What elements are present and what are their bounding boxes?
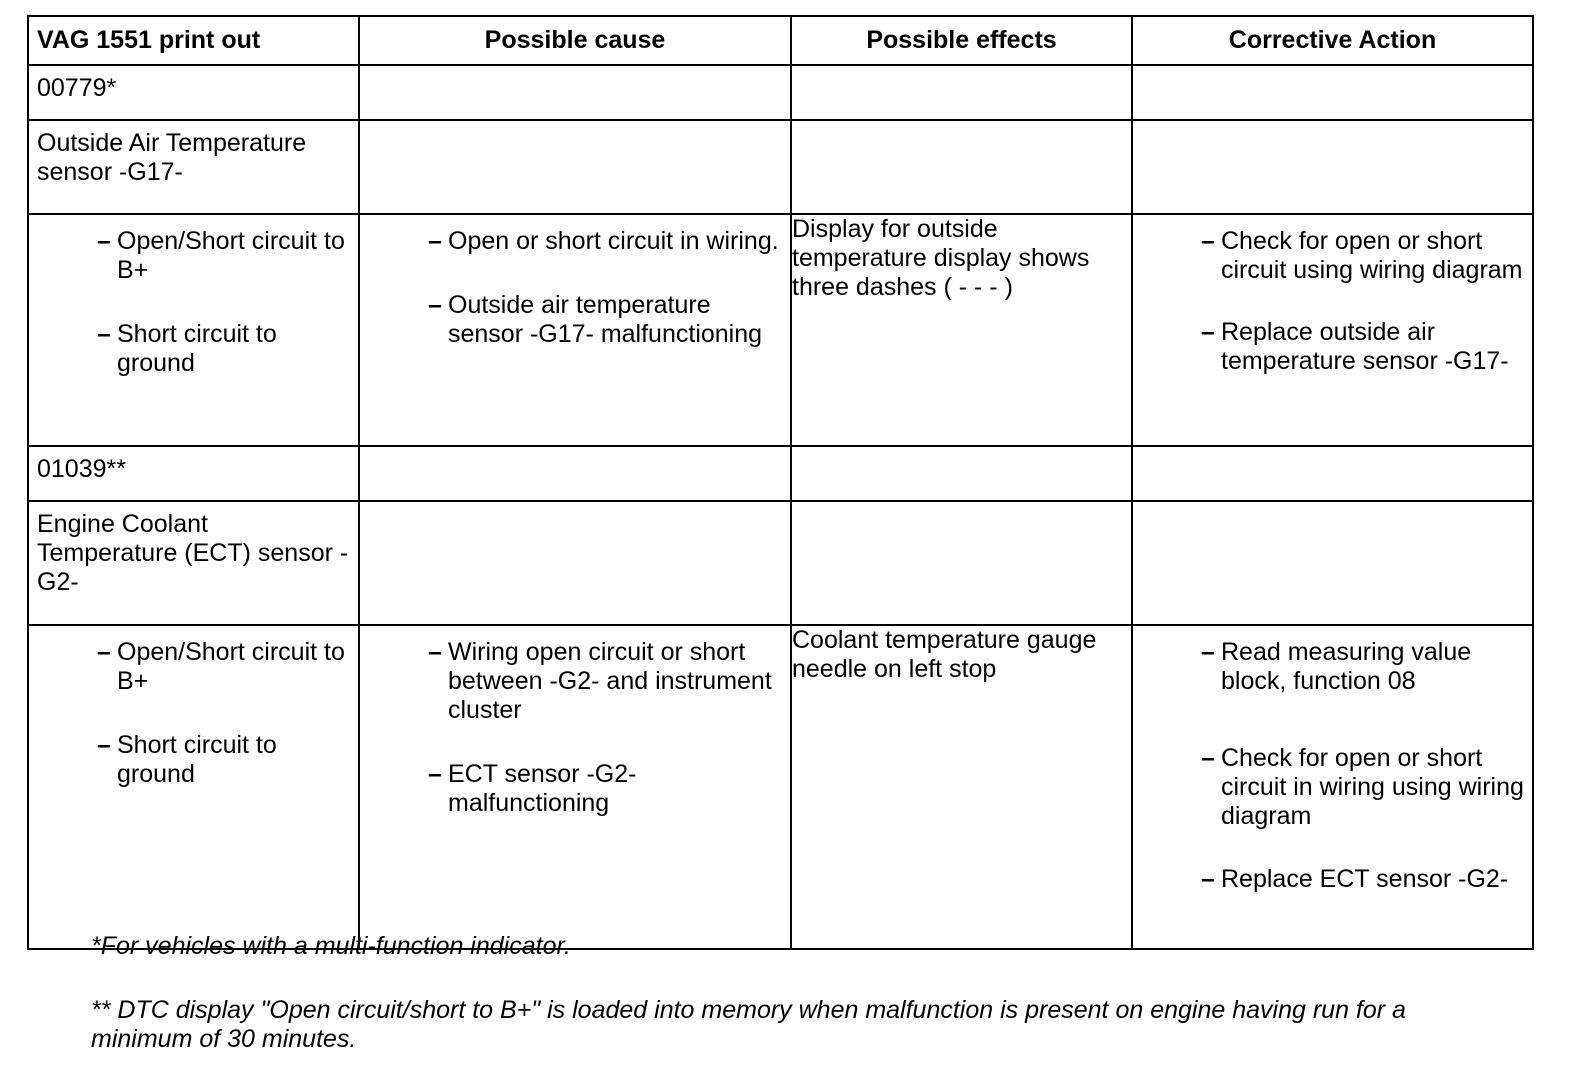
action-text: Replace ECT sensor -G2- <box>1221 865 1509 893</box>
cause-text: Outside air temperature sensor -G17- malfunctioning <box>448 291 763 348</box>
dash-bullet: – <box>97 638 111 666</box>
dash-bullet: – <box>1201 744 1215 772</box>
action-list <box>1201 638 1532 894</box>
dash-bullet: – <box>428 291 442 319</box>
cause-text: Wiring open circuit or short between -G2- and instrument cluster <box>448 638 772 724</box>
fault-text: Short circuit to ground <box>117 320 277 377</box>
empty-cell <box>359 120 791 214</box>
action-text: Read measuring value block, function 08 <box>1221 638 1472 695</box>
action-text: Replace outside air temperature sensor -G17- <box>1221 318 1509 375</box>
fault-text: Short circuit to ground <box>117 731 277 788</box>
empty-cell <box>791 120 1132 214</box>
dash-bullet: – <box>428 638 442 666</box>
dash-bullet: – <box>1201 638 1215 666</box>
list-item <box>97 731 358 789</box>
cause-text: ECT sensor -G2- malfunctioning <box>448 760 637 817</box>
list-item <box>428 638 790 725</box>
dash-bullet: – <box>97 227 111 255</box>
list-item <box>1201 744 1532 831</box>
cause-cell <box>359 214 791 446</box>
cause-list <box>428 638 790 818</box>
fault-cell <box>28 625 359 949</box>
list-item <box>1201 638 1532 696</box>
fault-text: Open/Short circuit to B+ <box>117 227 345 284</box>
list-item <box>428 760 790 818</box>
header-possible-cause: Possible cause <box>359 16 791 65</box>
dtc-table <box>27 15 1534 950</box>
dash-bullet: – <box>1201 318 1215 346</box>
empty-cell <box>359 501 791 625</box>
list-item <box>97 638 358 696</box>
dash-bullet: – <box>1201 227 1215 255</box>
dash-bullet: – <box>1201 865 1215 893</box>
action-cell <box>1132 625 1533 949</box>
dash-bullet: – <box>428 760 442 788</box>
cause-text: Open or short circuit in wiring. <box>448 227 779 255</box>
component-name: Engine Coolant Temperature (ECT) sensor -G2- <box>28 501 359 625</box>
table-row <box>28 446 1533 501</box>
effects-text: Coolant temperature gauge needle on left stop <box>791 625 1132 949</box>
empty-cell <box>791 446 1132 501</box>
cause-list <box>428 227 790 349</box>
dtc-code: 00779* <box>28 65 359 120</box>
fault-list <box>97 227 358 378</box>
table-row <box>28 501 1533 625</box>
empty-cell <box>791 501 1132 625</box>
action-text: Check for open or short circuit in wiring using wiring diagram <box>1221 744 1524 830</box>
dash-bullet: – <box>97 731 111 759</box>
table-row <box>28 120 1533 214</box>
list-item <box>428 291 790 349</box>
empty-cell <box>791 65 1132 120</box>
empty-cell <box>1132 65 1533 120</box>
fault-text: Open/Short circuit to B+ <box>117 638 345 695</box>
cause-cell <box>359 625 791 949</box>
list-item <box>97 320 358 378</box>
effects-text: Display for outside temperature display shows three dashes ( - - - ) <box>791 214 1132 446</box>
table-row <box>28 214 1533 446</box>
table-header-row <box>28 16 1533 65</box>
header-possible-effects: Possible effects <box>791 16 1132 65</box>
fault-list <box>97 638 358 789</box>
action-list <box>1201 227 1532 376</box>
dtc-code: 01039** <box>28 446 359 501</box>
empty-cell <box>1132 501 1533 625</box>
list-item <box>1201 227 1532 285</box>
dash-bullet: – <box>428 227 442 255</box>
header-corrective-action: Corrective Action <box>1132 16 1533 65</box>
fault-cell <box>28 214 359 446</box>
action-cell <box>1132 214 1533 446</box>
action-text: Check for open or short circuit using wiring diagram <box>1221 227 1523 284</box>
empty-cell <box>1132 446 1533 501</box>
table-row <box>28 625 1533 949</box>
list-item <box>1201 318 1532 376</box>
list-item <box>97 227 358 285</box>
empty-cell <box>1132 120 1533 214</box>
header-print-out: VAG 1551 print out <box>28 16 359 65</box>
component-name: Outside Air Temperature sensor -G17- <box>28 120 359 214</box>
footnote-dtc-memory: ** DTC display "Open circuit/short to B+" is loaded into memory when malfunction is present on engine having run for a minimum of 30 minutes. <box>91 996 1406 1053</box>
list-item <box>428 227 790 256</box>
empty-cell <box>359 65 791 120</box>
empty-cell <box>359 446 791 501</box>
dash-bullet: – <box>97 320 111 348</box>
footnote-multi-function: *For vehicles with a multi-function indicator. <box>91 932 571 960</box>
table-row <box>28 65 1533 120</box>
list-item <box>1201 865 1532 894</box>
